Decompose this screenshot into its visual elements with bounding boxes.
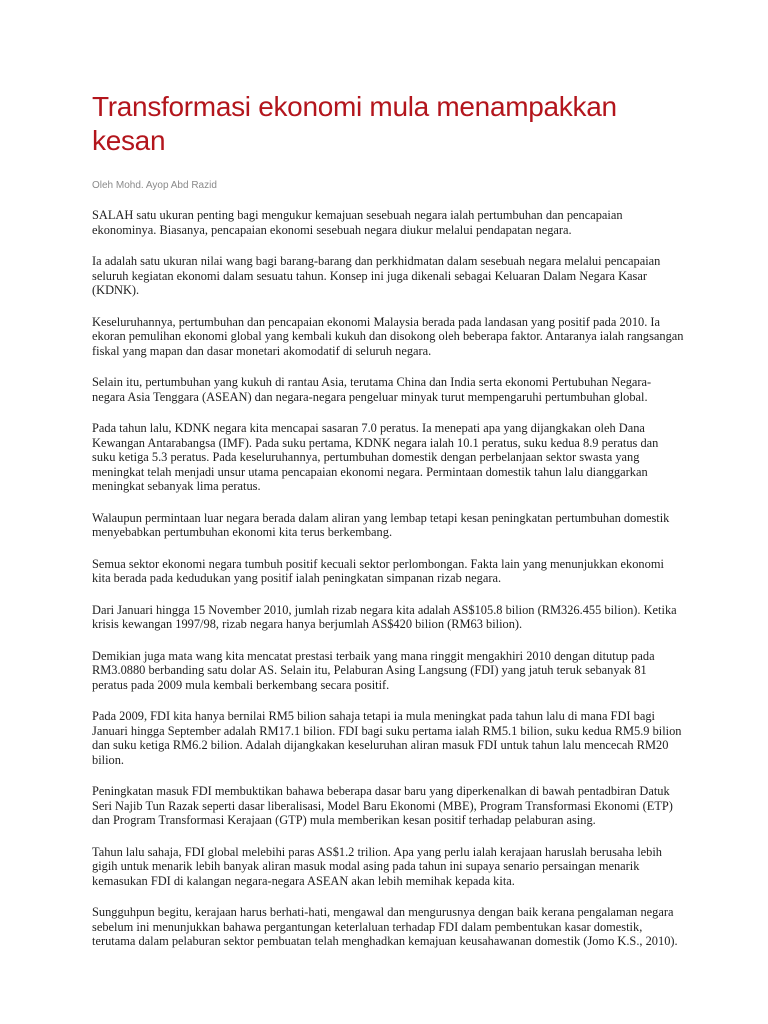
paragraph: Dari Januari hingga 15 November 2010, jumlah rizab negara kita adalah AS$105.8 bilion (RM326.455 bilion). Ketika krisis kewangan 1997/98, rizab negara hanya berjumlah AS$420 bilion (RM63 bilion). [92,602,677,631]
article-byline: Oleh Mohd. Ayop Abd Razid [92,180,217,191]
paragraph: Demikian juga mata wang kita mencatat prestasi terbaik yang mana ringgit mengakhiri 2010 dengan ditutup pada RM3.0880 berbanding satu dolar AS. Selain itu, Pelaburan Asing Langsung (FDI) yang jatuh teruk sebanyak 81 peratus pada 2009 mula kembali berkembang secara positif. [92,648,655,692]
article-body [92,208,684,949]
paragraph: Keseluruhannya, pertumbuhan dan pencapaian ekonomi Malaysia berada pada landasan yang positif pada 2010. Ia ekoran pemulihan ekonomi global yang kembali kukuh dan disokong oleh beberapa faktor. Antaranya ialah rangsangan fiskal yang mapan dan dasar monetari akomodatif di seluruh negara. [92,314,684,358]
paragraph: Walaupun permintaan luar negara berada dalam aliran yang lembap tetapi kesan peningkatan pertumbuhan domestik menyebabkan pertumbuhan ekonomi kita terus berkembang. [92,510,670,539]
paragraph: Pada tahun lalu, KDNK negara kita mencapai sasaran 7.0 peratus. Ia menepati apa yang dijangkakan oleh Dana Kewangan Antarabangsa (IMF). Pada suku pertama, KDNK negara ialah 10.1 peratus, suku kedua 8.9 peratus dan suku ketiga 5.3 peratus. Pada keseluruhannya, pertumbuhan domestik dengan perbelanjaan sektor swasta yang meningkat telah menjadi unsur utama pencapaian ekonomi negara. Permintaan domestik tahun lalu dianggarkan meningkat sebanyak lima peratus. [92,421,659,493]
paragraph: Selain itu, pertumbuhan yang kukuh di rantau Asia, terutama China dan India serta ekonomi Pertubuhan Negara-negara Asia Tenggara (ASEAN) dan negara-negara pengeluar minyak turut mempengaruhi pertumbuhan global. [92,375,652,404]
paragraph: Ia adalah satu ukuran nilai wang bagi barang-barang dan perkhidmatan dalam sesebuah negara melalui pencapaian seluruh kegiatan ekonomi dalam sesuatu tahun. Konsep ini juga dikenali sebagai Keluaran Dalam Negara Kasar (KDNK). [92,254,661,297]
paragraph: Pada 2009, FDI kita hanya bernilai RM5 bilion sahaja tetapi ia mula meningkat pada tahun lalu di mana FDI bagi Januari hingga September adalah RM17.1 bilion. FDI bagi suku pertama ialah RM5.1 bilion, suku kedua RM5.9 bilion dan suku ketiga RM6.2 bilion. Adalah dijangkakan keseluruhan aliran masuk FDI untuk tahun lalu mencecah RM20 bilion. [92,709,682,767]
paragraph: SALAH satu ukuran penting bagi mengukur kemajuan sesebuah negara ialah pertumbuhan dan pencapaian ekonominya. Biasanya, pencapaian ekonomi sesebuah negara diukur melalui pendapatan negara. [92,208,623,237]
article-title: Transformasi ekonomi mula menampakkan kesan [92,91,617,156]
paragraph: Semua sektor ekonomi negara tumbuh positif kecuali sektor perlombongan. Fakta lain yang menunjukkan ekonomi kita berada pada kedudukan yang positif ialah peningkatan simpanan rizab negara. [92,556,664,585]
article [92,90,684,966]
paragraph: Peningkatan masuk FDI membuktikan bahawa beberapa dasar baru yang diperkenalkan di bawah pentadbiran Datuk Seri Najib Tun Razak seperti dasar liberalisasi, Model Baru Ekonomi (MBE), Program Transformasi Ekonomi (ETP) dan Program Transformasi Kerajaan (GTP) mula memberikan kesan positif terhadap pelaburan asing. [92,784,673,827]
paragraph: Tahun lalu sahaja, FDI global melebihi paras AS$1.2 trilion. Apa yang perlu ialah kerajaan haruslah berusaha lebih gigih untuk menarik lebih banyak aliran masuk modal asing pada tahun ini supaya senario persaingan menarik kemasukan FDI di kalangan negara-negara ASEAN akan lebih memihak kepada kita. [92,844,662,888]
paragraph: Sungguhpun begitu, kerajaan harus berhati-hati, mengawal dan mengurusnya dengan baik kerana pengalaman negara sebelum ini menunjukkan bahawa pergantungan keterlaluan terhadap FDI dalam pembentukan kasar domestik, terutama dalam pelaburan sektor pembuatan telah menghadkan kemajuan keusahawanan domestik (Jomo K.S., 2010). [92,905,678,948]
